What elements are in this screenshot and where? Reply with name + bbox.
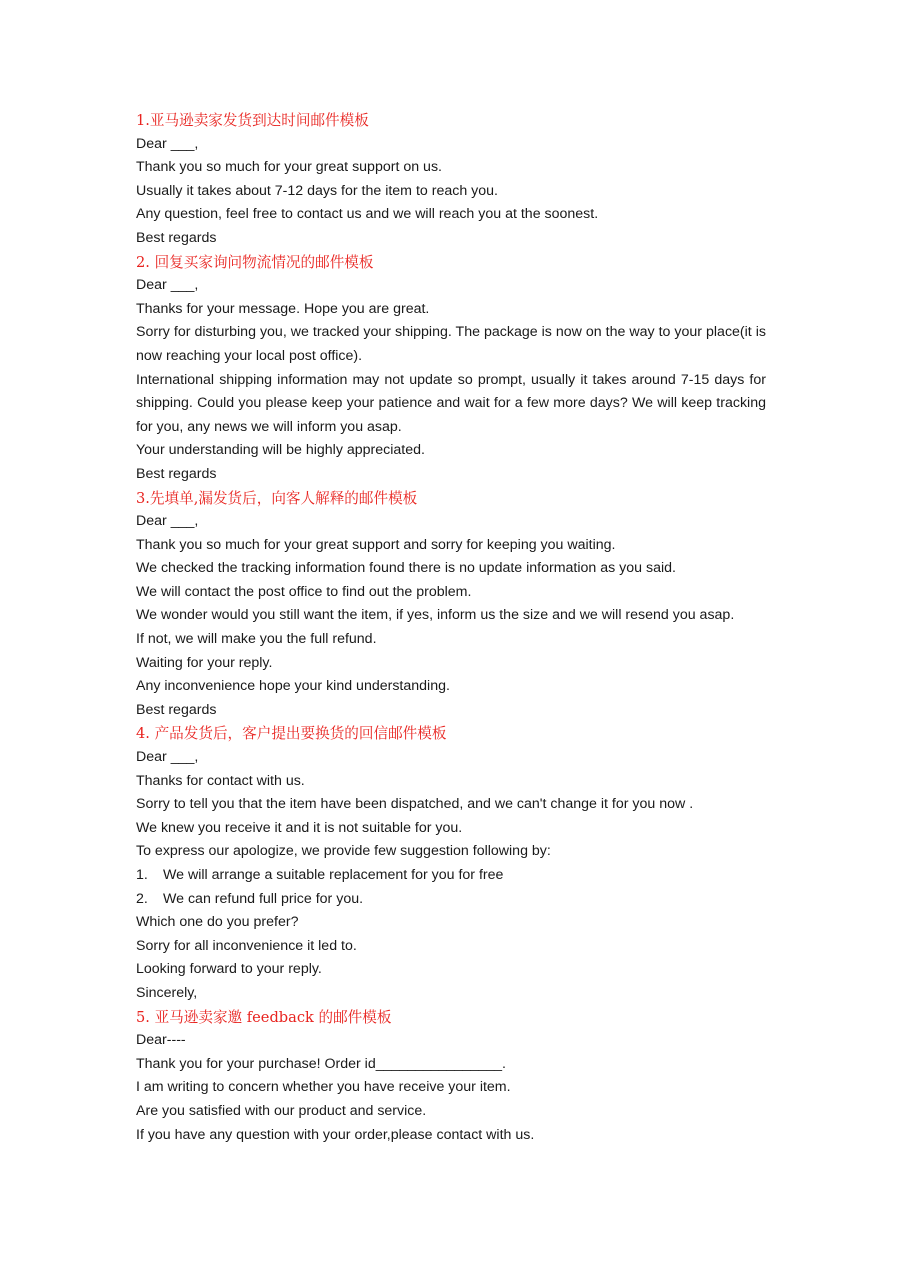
section-4 <box>136 722 766 1005</box>
section-2 <box>136 251 766 487</box>
body-line: Thanks for your message. Hope you are great. <box>136 300 430 317</box>
greeting-line: Dear---- <box>136 1032 186 1049</box>
body-line: Thank you so much for your great support and sorry for keeping you waiting. <box>136 536 616 553</box>
closing-line: Best regards <box>136 229 217 246</box>
greeting-line: Dear ___, <box>136 749 199 766</box>
body-line: We wonder would you still want the item, if yes, inform us the size and we will resend you asap. <box>136 607 735 624</box>
section-3 <box>136 487 766 723</box>
list-text: We can refund full price for you. <box>163 890 364 907</box>
body-line: If not, we will make you the full refund. <box>136 631 377 648</box>
section-heading: 1.亚马逊卖家发货到达时间邮件模板 <box>136 112 369 129</box>
body-line: Sorry for all inconvenience it led to. <box>136 937 357 954</box>
body-line: Which one do you prefer? <box>136 914 299 931</box>
body-line: Any inconvenience hope your kind understanding. <box>136 678 450 695</box>
body-line: We knew you receive it and it is not suitable for you. <box>136 819 463 836</box>
closing-line: Best regards <box>136 701 217 718</box>
section-heading: 4. 产品发货后，客户提出要换货的回信邮件模板 <box>136 725 447 743</box>
body-line: Thank you so much for your great support on us. <box>136 159 442 176</box>
body-line: We will contact the post office to find out the problem. <box>136 583 472 600</box>
list-item <box>136 888 766 912</box>
body-line: Your understanding will be highly appreciated. <box>136 442 425 459</box>
list-item <box>136 864 766 888</box>
body-line: We checked the tracking information found there is no update information as you said. <box>136 560 676 577</box>
greeting-line: Dear ___, <box>136 513 199 530</box>
section-heading: 5. 亚马逊卖家邀 feedback 的邮件模板 <box>136 1008 392 1026</box>
body-line: Any question, feel free to contact us and we will reach you at the soonest. <box>136 206 599 223</box>
body-line: Looking forward to your reply. <box>136 961 322 978</box>
section-heading: 2. 回复买家询问物流情况的邮件模板 <box>136 253 374 271</box>
section-1 <box>136 109 766 251</box>
body-line: If you have any question with your order,please contact with us. <box>136 1126 535 1143</box>
closing-line: Sincerely, <box>136 984 198 1001</box>
body-line: Waiting for your reply. <box>136 654 273 671</box>
body-line: Are you satisfied with our product and service. <box>136 1102 427 1119</box>
body-line: To express our apologize, we provide few suggestion following by: <box>136 843 551 860</box>
section-5 <box>136 1006 766 1148</box>
list-number: 1. <box>136 867 148 883</box>
body-paragraph: Sorry for disturbing you, we tracked your shipping. The package is now on the way to your place(it is now reaching your local post office). <box>136 324 766 364</box>
list-text: We will arrange a suitable replacement for you for free <box>163 867 504 883</box>
body-paragraph: International shipping information may not update so prompt, usually it takes around 7-15 days for shipping. Could you please keep your patience and wait for a few more days? We will keep tracking for you, any news we will inform you asap. <box>136 371 766 435</box>
section-heading: 3.先填单,漏发货后，向客人解释的邮件模板 <box>136 489 418 507</box>
greeting-line: Dear ___, <box>136 277 199 294</box>
document-page <box>136 109 766 1147</box>
body-line: Thanks for contact with us. <box>136 772 305 789</box>
closing-line: Best regards <box>136 465 217 482</box>
body-line: Sorry to tell you that the item have been dispatched, and we can't change it for you now . <box>136 796 694 813</box>
list-number: 2. <box>136 890 148 907</box>
body-line: Thank you for your purchase! Order id________________. <box>136 1055 506 1072</box>
body-line: Usually it takes about 7-12 days for the item to reach you. <box>136 182 498 199</box>
body-line: I am writing to concern whether you have receive your item. <box>136 1079 511 1096</box>
greeting-line: Dear ___, <box>136 135 199 152</box>
